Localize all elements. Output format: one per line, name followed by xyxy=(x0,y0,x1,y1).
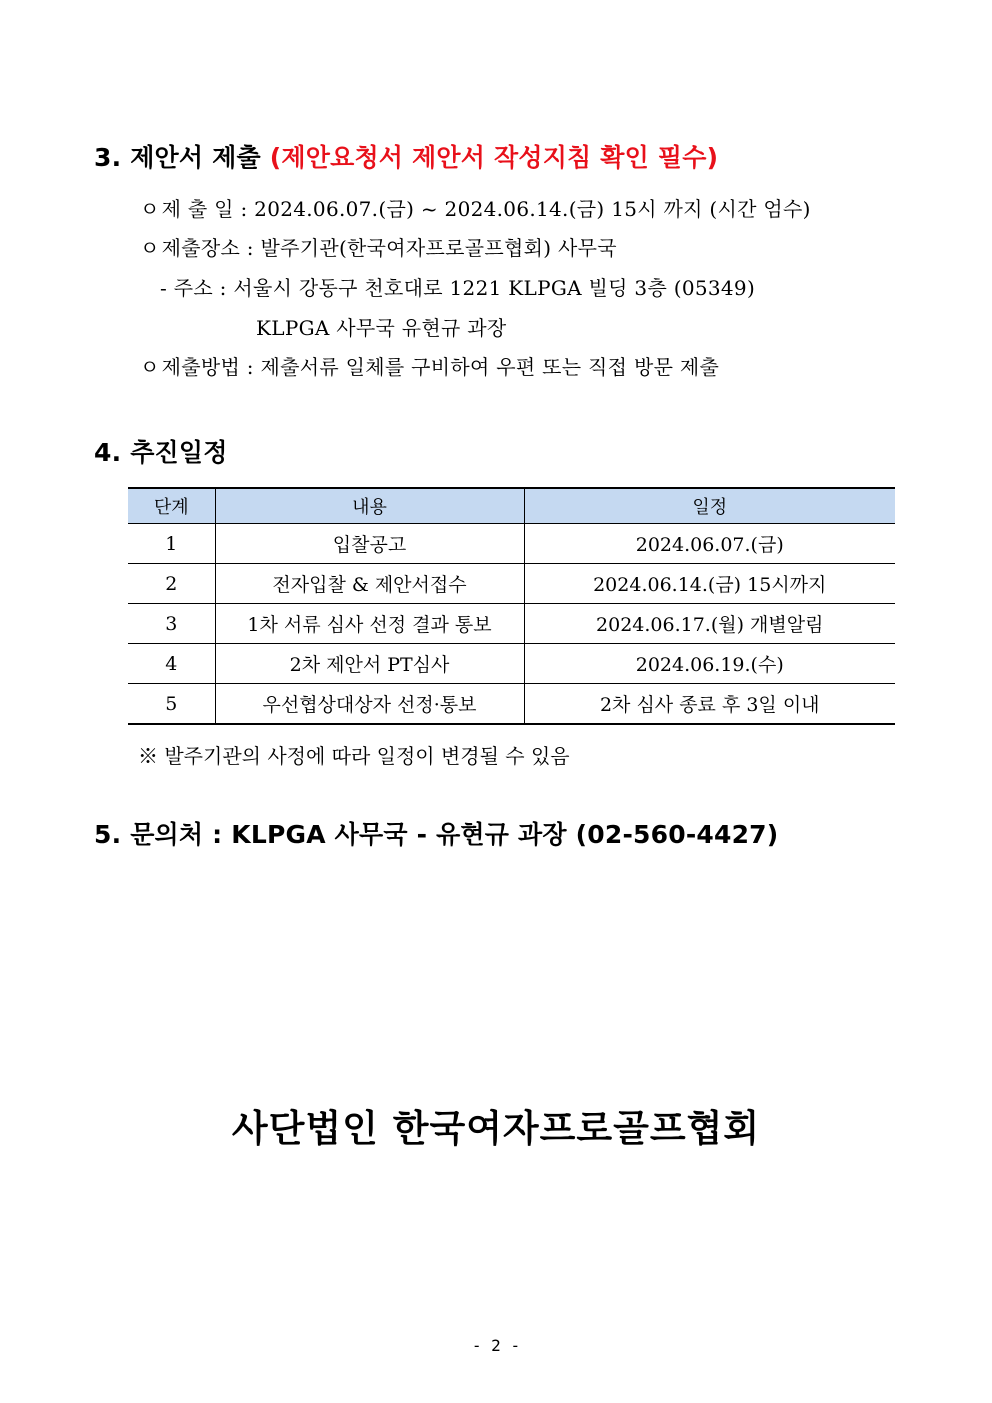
section-3-heading xyxy=(94,138,718,174)
submission-place-item: ㅇ 제출장소 : 발주기관(한국여자프로골프협회) 사무국 xyxy=(140,236,617,260)
submission-date-item: ㅇ 제 출 일 : 2024.06.07.(금) ~ 2024.06.14.(금) 15시 까지 (시간 엄수) xyxy=(140,197,811,221)
table-row xyxy=(128,604,895,644)
step-cell: 3 xyxy=(128,604,215,644)
step-cell: 2 xyxy=(128,564,215,604)
table-row xyxy=(128,564,895,604)
address-label: 주소 xyxy=(173,276,213,300)
schedule-table xyxy=(128,487,895,725)
section-4-heading: 4. 추진일정 xyxy=(94,438,228,467)
schedule-cell: 2차 심사 종료 후 3일 이내 xyxy=(524,684,895,725)
address-line-1: 서울시 강동구 천호대로 1221 KLPGA 빌딩 3층 (05349) xyxy=(233,276,756,300)
header-schedule: 일정 xyxy=(524,488,895,524)
submission-place-value: 발주기관(한국여자프로골프협회) 사무국 xyxy=(260,236,617,260)
page-number: - 2 - xyxy=(471,1336,521,1355)
table-row xyxy=(128,644,895,684)
content-cell: 전자입찰 & 제안서접수 xyxy=(215,564,524,604)
content-cell: 우선협상대상자 선정·통보 xyxy=(215,684,524,725)
bullet-mark: ㅇ xyxy=(140,236,160,260)
section-3-title-note: (제안요청서 제안서 작성지침 확인 필수) xyxy=(269,143,719,172)
schedule-change-note: ※ 발주기관의 사정에 따라 일정이 변경될 수 있음 xyxy=(138,744,570,768)
bullet-mark: ㅇ xyxy=(140,355,160,379)
schedule-cell: 2024.06.17.(월) 개별알림 xyxy=(524,604,895,644)
table-row xyxy=(128,524,895,564)
step-cell: 4 xyxy=(128,644,215,684)
bullet-mark: ㅇ xyxy=(140,197,160,221)
section-5-heading: 5. 문의처 : KLPGA 사무국 - 유현규 과장 (02-560-4427) xyxy=(94,820,779,849)
submission-method-value: 제출서류 일체를 구비하여 우편 또는 직접 방문 제출 xyxy=(260,355,720,379)
submission-method-item: ㅇ 제출방법 : 제출서류 일체를 구비하여 우편 또는 직접 방문 제출 xyxy=(140,355,720,379)
step-cell: 1 xyxy=(128,524,215,564)
submission-date-value: 2024.06.07.(금) ~ 2024.06.14.(금) 15시 까지 (시간 엄수) xyxy=(254,197,811,221)
organization-name: 사단법인 한국여자프로골프협회 xyxy=(231,1106,761,1150)
submission-method-label: 제출방법 xyxy=(161,355,241,379)
header-content: 내용 xyxy=(215,488,524,524)
address-item: - 주소 : 서울시 강동구 천호대로 1221 KLPGA 빌딩 3층 (05349) xyxy=(160,276,756,300)
schedule-cell: 2024.06.19.(수) xyxy=(524,644,895,684)
submission-date-label: 제 출 일 xyxy=(161,197,234,221)
schedule-cell: 2024.06.07.(금) xyxy=(524,524,895,564)
content-cell: 입찰공고 xyxy=(215,524,524,564)
section-3-title: 3. 제안서 제출 xyxy=(94,143,261,172)
content-cell: 1차 서류 심사 선정 결과 통보 xyxy=(215,604,524,644)
address-dash: - xyxy=(160,276,168,300)
schedule-cell: 2024.06.14.(금) 15시까지 xyxy=(524,564,895,604)
header-step: 단계 xyxy=(128,488,215,524)
table-header-row xyxy=(128,488,895,524)
step-cell: 5 xyxy=(128,684,215,725)
address-line-2: KLPGA 사무국 유현규 과장 xyxy=(256,316,507,340)
submission-place-label: 제출장소 xyxy=(161,236,241,260)
table-row xyxy=(128,684,895,725)
content-cell: 2차 제안서 PT심사 xyxy=(215,644,524,684)
